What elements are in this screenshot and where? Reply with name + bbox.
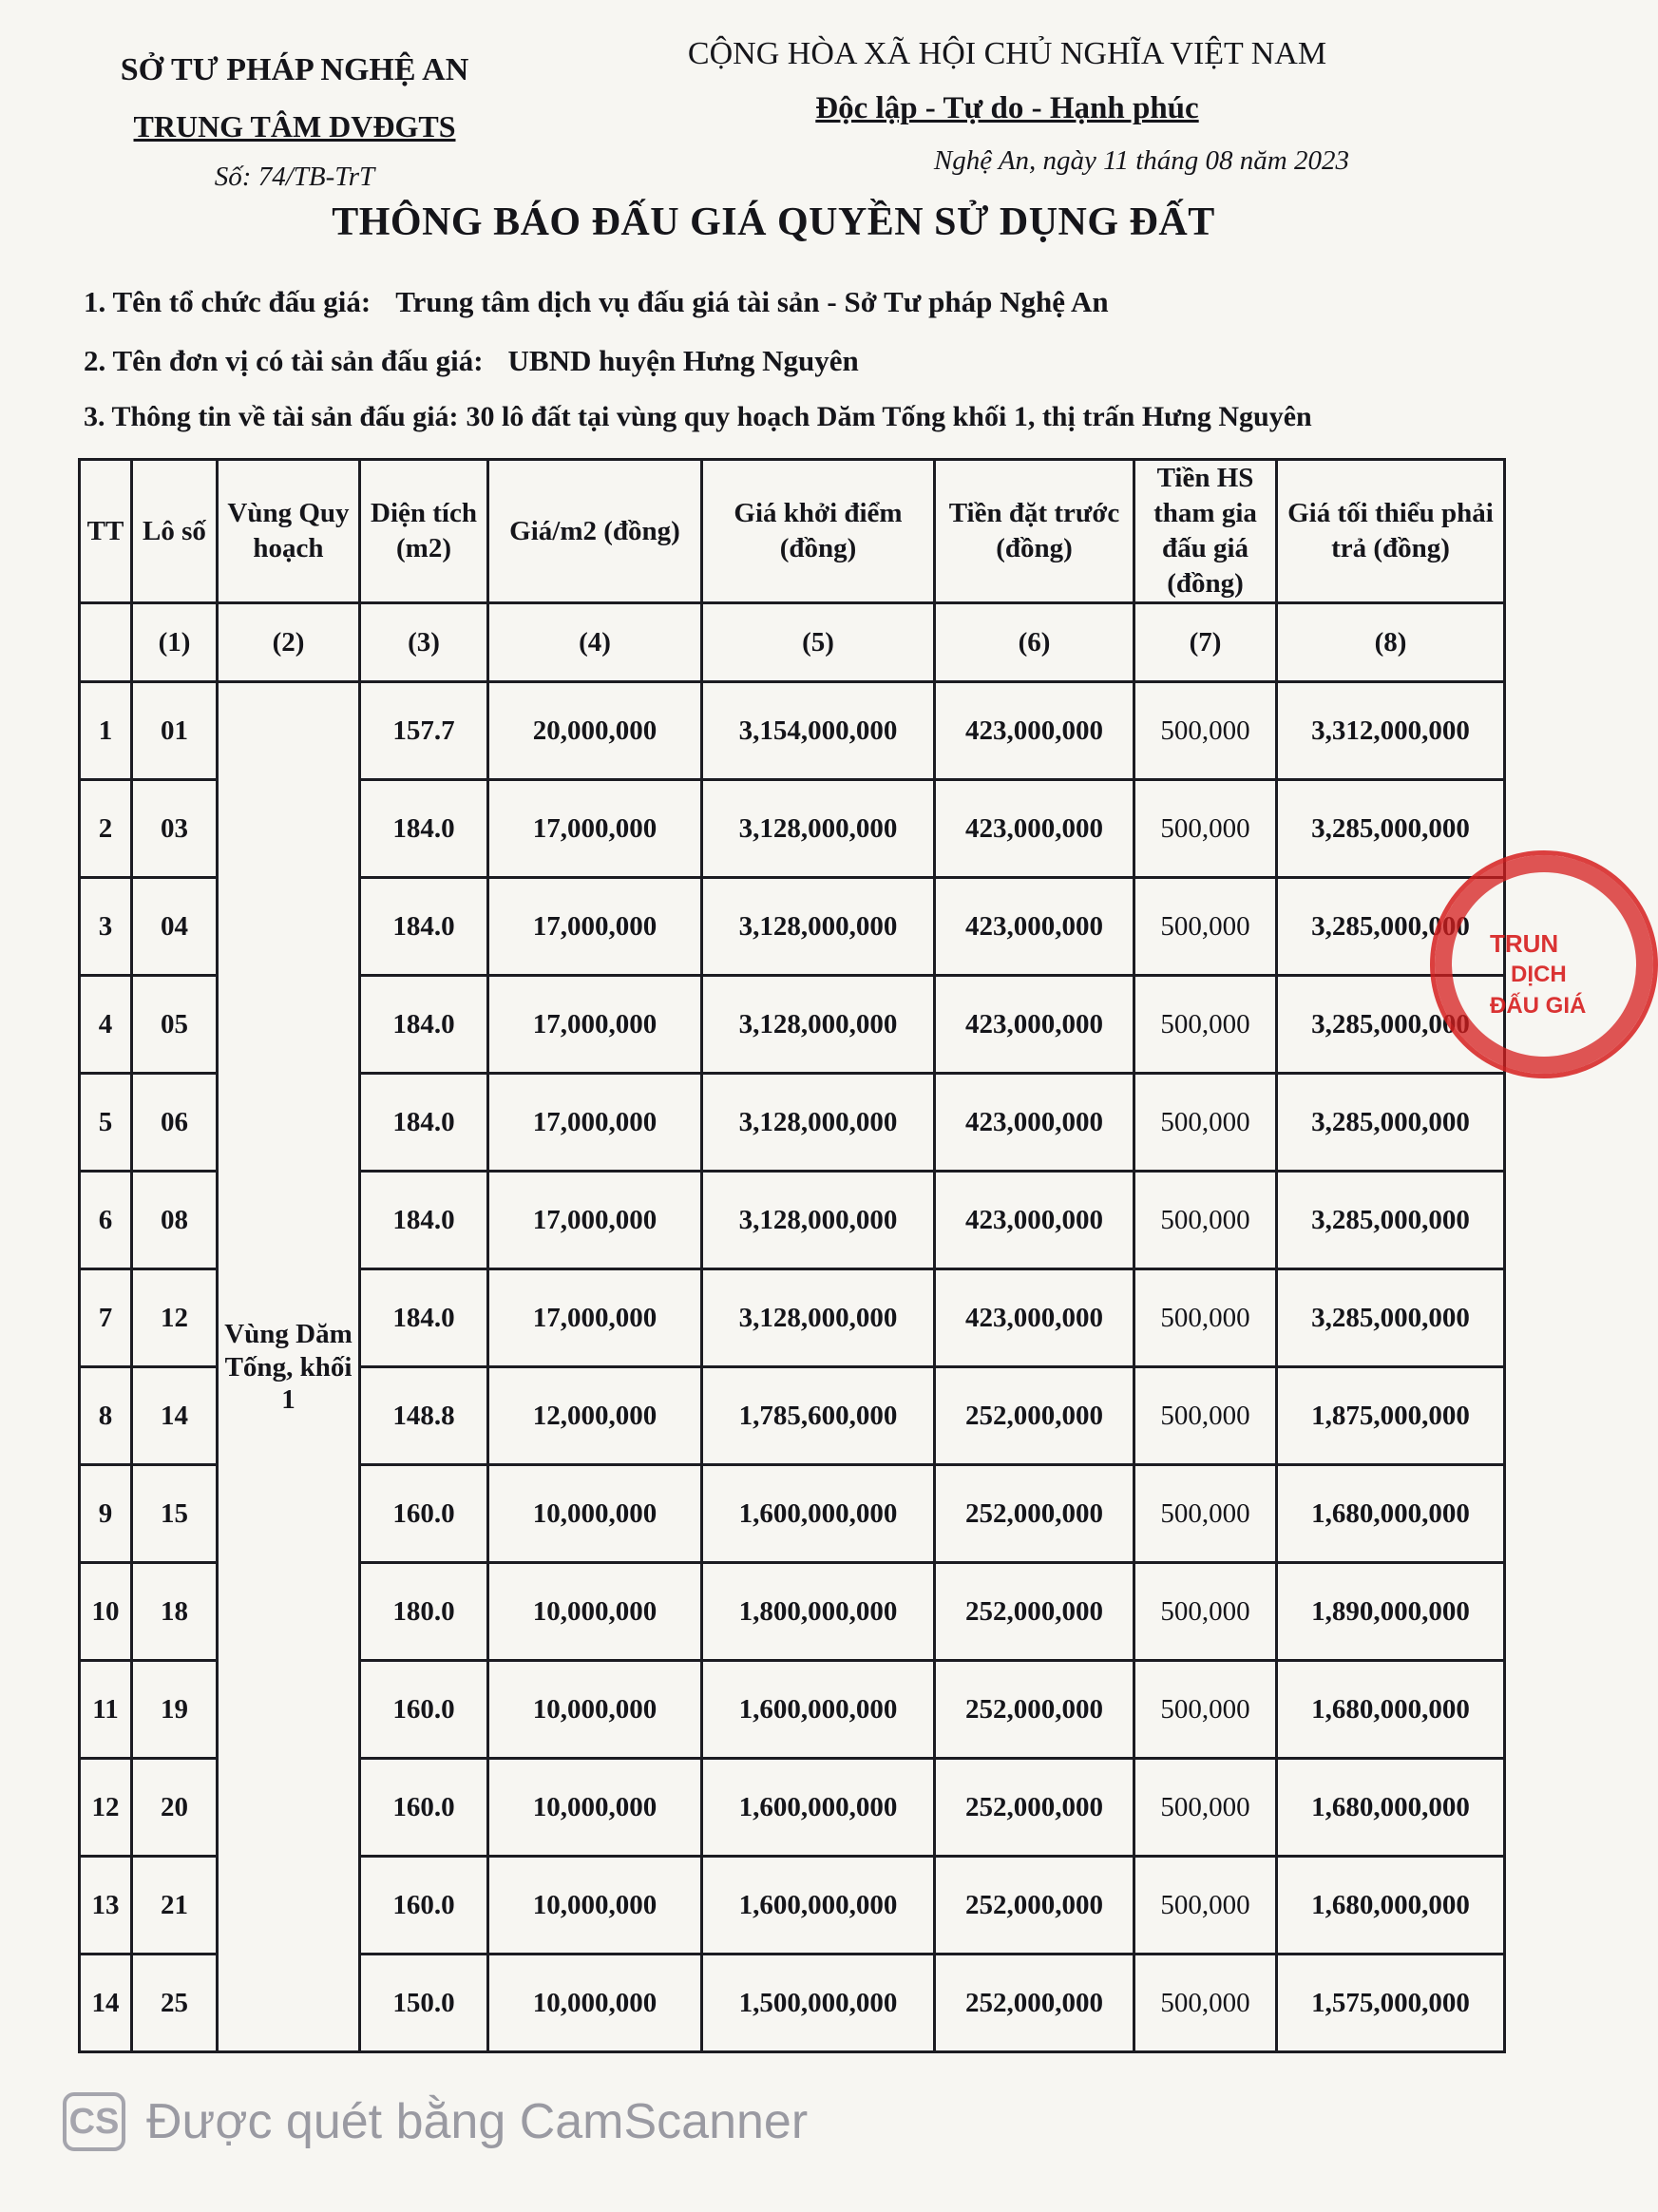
- cell-deposit: 423,000,000: [935, 976, 1134, 1074]
- cell-application-fee: 500,000: [1134, 878, 1277, 976]
- red-seal-stamp: [1430, 850, 1658, 1078]
- cell-area: 184.0: [360, 1269, 488, 1367]
- cell-tt: 6: [80, 1172, 132, 1269]
- cell-lot: 05: [132, 976, 218, 1074]
- header-cell: TT: [80, 460, 132, 603]
- cell-price-per-m2: 17,000,000: [488, 878, 702, 976]
- cell-starting-price: 3,154,000,000: [702, 682, 935, 780]
- cell-deposit: 423,000,000: [935, 1172, 1134, 1269]
- cell-tt: 7: [80, 1269, 132, 1367]
- table-row: [80, 682, 1505, 780]
- cell-application-fee: 500,000: [1134, 1563, 1277, 1661]
- cell-price-per-m2: 10,000,000: [488, 1563, 702, 1661]
- stamp-text: ĐẤU GIÁ: [1490, 993, 1587, 1019]
- cell-area: 184.0: [360, 976, 488, 1074]
- cell-deposit: 423,000,000: [935, 878, 1134, 976]
- cell-minimum-price: 3,285,000,000: [1277, 976, 1505, 1074]
- cell-application-fee: 500,000: [1134, 1465, 1277, 1563]
- cell-area: 180.0: [360, 1563, 488, 1661]
- cell-starting-price: 1,800,000,000: [702, 1563, 935, 1661]
- column-number: (4): [488, 603, 702, 682]
- cell-lot: 04: [132, 878, 218, 976]
- cell-application-fee: 500,000: [1134, 1661, 1277, 1759]
- column-number-row: [80, 603, 1505, 682]
- cell-area: 160.0: [360, 1759, 488, 1857]
- info-value: UBND huyện Hưng Nguyên: [507, 344, 859, 377]
- cell-lot: 01: [132, 682, 218, 780]
- info-line-3: [84, 401, 1312, 433]
- cell-minimum-price: 1,680,000,000: [1277, 1857, 1505, 1955]
- header-row: [80, 460, 1505, 603]
- header-cell: Tiền đặt trước (đồng): [935, 460, 1134, 603]
- stamp-text: DỊCH: [1511, 962, 1567, 987]
- cell-price-per-m2: 10,000,000: [488, 1759, 702, 1857]
- cell-price-per-m2: 17,000,000: [488, 780, 702, 878]
- info-value: 30 lô đất tại vùng quy hoạch Dăm Tống khối 1, thị trấn Hưng Nguyên: [466, 401, 1312, 432]
- cell-tt: 11: [80, 1661, 132, 1759]
- column-number: (7): [1134, 603, 1277, 682]
- cell-starting-price: 1,500,000,000: [702, 1955, 935, 2052]
- cell-price-per-m2: 10,000,000: [488, 1661, 702, 1759]
- info-label: 2. Tên đơn vị có tài sản đấu giá:: [84, 344, 484, 377]
- column-number: (6): [935, 603, 1134, 682]
- cell-lot: 25: [132, 1955, 218, 2052]
- cell-price-per-m2: 17,000,000: [488, 976, 702, 1074]
- cell-application-fee: 500,000: [1134, 682, 1277, 780]
- cell-deposit: 252,000,000: [935, 1367, 1134, 1465]
- cell-minimum-price: 3,285,000,000: [1277, 780, 1505, 878]
- cell-application-fee: 500,000: [1134, 976, 1277, 1074]
- cell-price-per-m2: 17,000,000: [488, 1172, 702, 1269]
- cell-minimum-price: 1,680,000,000: [1277, 1759, 1505, 1857]
- cell-application-fee: 500,000: [1134, 780, 1277, 878]
- cell-lot: 20: [132, 1759, 218, 1857]
- info-label: 1. Tên tổ chức đấu giá:: [84, 285, 372, 318]
- cell-minimum-price: 1,875,000,000: [1277, 1367, 1505, 1465]
- column-number: (5): [702, 603, 935, 682]
- cell-deposit: 423,000,000: [935, 682, 1134, 780]
- cell-lot: 15: [132, 1465, 218, 1563]
- cell-starting-price: 1,785,600,000: [702, 1367, 935, 1465]
- cell-starting-price: 1,600,000,000: [702, 1661, 935, 1759]
- cell-lot: 12: [132, 1269, 218, 1367]
- cell-deposit: 423,000,000: [935, 780, 1134, 878]
- cell-deposit: 423,000,000: [935, 1269, 1134, 1367]
- nation-name: CỘNG HÒA XÃ HỘI CHỦ NGHĨA VIỆT NAM: [687, 36, 1327, 71]
- cell-lot: 19: [132, 1661, 218, 1759]
- cell-deposit: 252,000,000: [935, 1465, 1134, 1563]
- doc-number: Số: 74/TB-TrT: [214, 162, 375, 192]
- camscanner-logo-icon: CS: [63, 2092, 125, 2151]
- cell-price-per-m2: 20,000,000: [488, 682, 702, 780]
- cell-price-per-m2: 10,000,000: [488, 1857, 702, 1955]
- camscanner-watermark: [63, 2090, 808, 2153]
- national-header: [627, 36, 1387, 177]
- doc-date: Nghệ An, ngày 11 tháng 08 năm 2023: [933, 145, 1349, 176]
- cell-minimum-price: 3,285,000,000: [1277, 878, 1505, 976]
- cell-price-per-m2: 12,000,000: [488, 1367, 702, 1465]
- cell-application-fee: 500,000: [1134, 1857, 1277, 1955]
- cell-area: 148.8: [360, 1367, 488, 1465]
- cell-minimum-price: 1,575,000,000: [1277, 1955, 1505, 2052]
- cell-tt: 5: [80, 1074, 132, 1172]
- cell-starting-price: 1,600,000,000: [702, 1465, 935, 1563]
- cell-tt: 4: [80, 976, 132, 1074]
- cell-lot: 03: [132, 780, 218, 878]
- info-value: Trung tâm dịch vụ đấu giá tài sản - Sở Tư pháp Nghệ An: [395, 285, 1109, 318]
- cell-lot: 08: [132, 1172, 218, 1269]
- header-cell: Vùng Quy hoạch: [218, 460, 360, 603]
- cell-minimum-price: 3,312,000,000: [1277, 682, 1505, 780]
- cell-price-per-m2: 17,000,000: [488, 1074, 702, 1172]
- header-cell: Lô số: [132, 460, 218, 603]
- cell-application-fee: 500,000: [1134, 1074, 1277, 1172]
- cell-minimum-price: 3,285,000,000: [1277, 1074, 1505, 1172]
- cell-tt: 2: [80, 780, 132, 878]
- issuer-block: [105, 52, 485, 193]
- cell-deposit: 252,000,000: [935, 1857, 1134, 1955]
- cell-minimum-price: 1,890,000,000: [1277, 1563, 1505, 1661]
- column-number: (2): [218, 603, 360, 682]
- cell-area: 157.7: [360, 682, 488, 780]
- cell-application-fee: 500,000: [1134, 1172, 1277, 1269]
- info-label: 3. Thông tin về tài sản đấu giá:: [84, 401, 459, 432]
- column-number: (8): [1277, 603, 1505, 682]
- cell-lot: 06: [132, 1074, 218, 1172]
- cell-price-per-m2: 10,000,000: [488, 1465, 702, 1563]
- cell-starting-price: 3,128,000,000: [702, 1269, 935, 1367]
- cell-starting-price: 3,128,000,000: [702, 976, 935, 1074]
- cell-area: 184.0: [360, 1074, 488, 1172]
- cell-tt: 1: [80, 682, 132, 780]
- cell-tt: 12: [80, 1759, 132, 1857]
- cell-starting-price: 3,128,000,000: [702, 1074, 935, 1172]
- cell-tt: 3: [80, 878, 132, 976]
- cell-application-fee: 500,000: [1134, 1955, 1277, 2052]
- cell-zone: Vùng Dăm Tống, khối 1: [218, 682, 360, 2052]
- cell-tt: 14: [80, 1955, 132, 2052]
- column-number: (1): [132, 603, 218, 682]
- cell-price-per-m2: 10,000,000: [488, 1955, 702, 2052]
- cell-application-fee: 500,000: [1134, 1367, 1277, 1465]
- auction-lots-table: [78, 458, 1506, 2053]
- cell-starting-price: 1,600,000,000: [702, 1857, 935, 1955]
- cell-deposit: 252,000,000: [935, 1661, 1134, 1759]
- cell-price-per-m2: 17,000,000: [488, 1269, 702, 1367]
- info-line-2: [84, 344, 859, 378]
- cell-starting-price: 1,600,000,000: [702, 1759, 935, 1857]
- cell-minimum-price: 3,285,000,000: [1277, 1172, 1505, 1269]
- info-line-1: [84, 285, 1109, 319]
- cell-tt: 8: [80, 1367, 132, 1465]
- column-number: (3): [360, 603, 488, 682]
- cell-starting-price: 3,128,000,000: [702, 1172, 935, 1269]
- center-name: TRUNG TÂM DVĐGTS: [133, 109, 456, 143]
- cell-deposit: 423,000,000: [935, 1074, 1134, 1172]
- header-cell: Giá tối thiểu phải trả (đồng): [1277, 460, 1505, 603]
- header-cell: Diện tích (m2): [360, 460, 488, 603]
- cell-lot: 14: [132, 1367, 218, 1465]
- watermark-text: Được quét bằng CamScanner: [146, 2094, 809, 2149]
- cell-starting-price: 3,128,000,000: [702, 780, 935, 878]
- header-cell: Giá/m2 (đồng): [488, 460, 702, 603]
- column-number: [80, 603, 132, 682]
- cell-lot: 21: [132, 1857, 218, 1955]
- cell-application-fee: 500,000: [1134, 1759, 1277, 1857]
- cell-tt: 10: [80, 1563, 132, 1661]
- cell-lot: 18: [132, 1563, 218, 1661]
- cell-area: 150.0: [360, 1955, 488, 2052]
- motto: Độc lập - Tự do - Hạnh phúc: [815, 91, 1199, 125]
- header-cell: Tiền HS tham gia đấu giá (đồng): [1134, 460, 1277, 603]
- cell-minimum-price: 3,285,000,000: [1277, 1269, 1505, 1367]
- cell-tt: 9: [80, 1465, 132, 1563]
- cell-area: 184.0: [360, 878, 488, 976]
- cell-tt: 13: [80, 1857, 132, 1955]
- cell-deposit: 252,000,000: [935, 1759, 1134, 1857]
- header-cell: Giá khởi điểm (đồng): [702, 460, 935, 603]
- cell-area: 184.0: [360, 1172, 488, 1269]
- cell-minimum-price: 1,680,000,000: [1277, 1465, 1505, 1563]
- cell-minimum-price: 1,680,000,000: [1277, 1661, 1505, 1759]
- cell-starting-price: 3,128,000,000: [702, 878, 935, 976]
- org-name: SỞ TƯ PHÁP NGHỆ AN: [120, 52, 469, 87]
- cell-deposit: 252,000,000: [935, 1955, 1134, 2052]
- cell-application-fee: 500,000: [1134, 1269, 1277, 1367]
- cell-area: 160.0: [360, 1857, 488, 1955]
- document-title: THÔNG BÁO ĐẤU GIÁ QUYỀN SỬ DỤNG ĐẤT: [332, 200, 1215, 244]
- cell-area: 184.0: [360, 780, 488, 878]
- cell-area: 160.0: [360, 1661, 488, 1759]
- cell-area: 160.0: [360, 1465, 488, 1563]
- cell-deposit: 252,000,000: [935, 1563, 1134, 1661]
- stamp-text: TRUN: [1490, 929, 1559, 958]
